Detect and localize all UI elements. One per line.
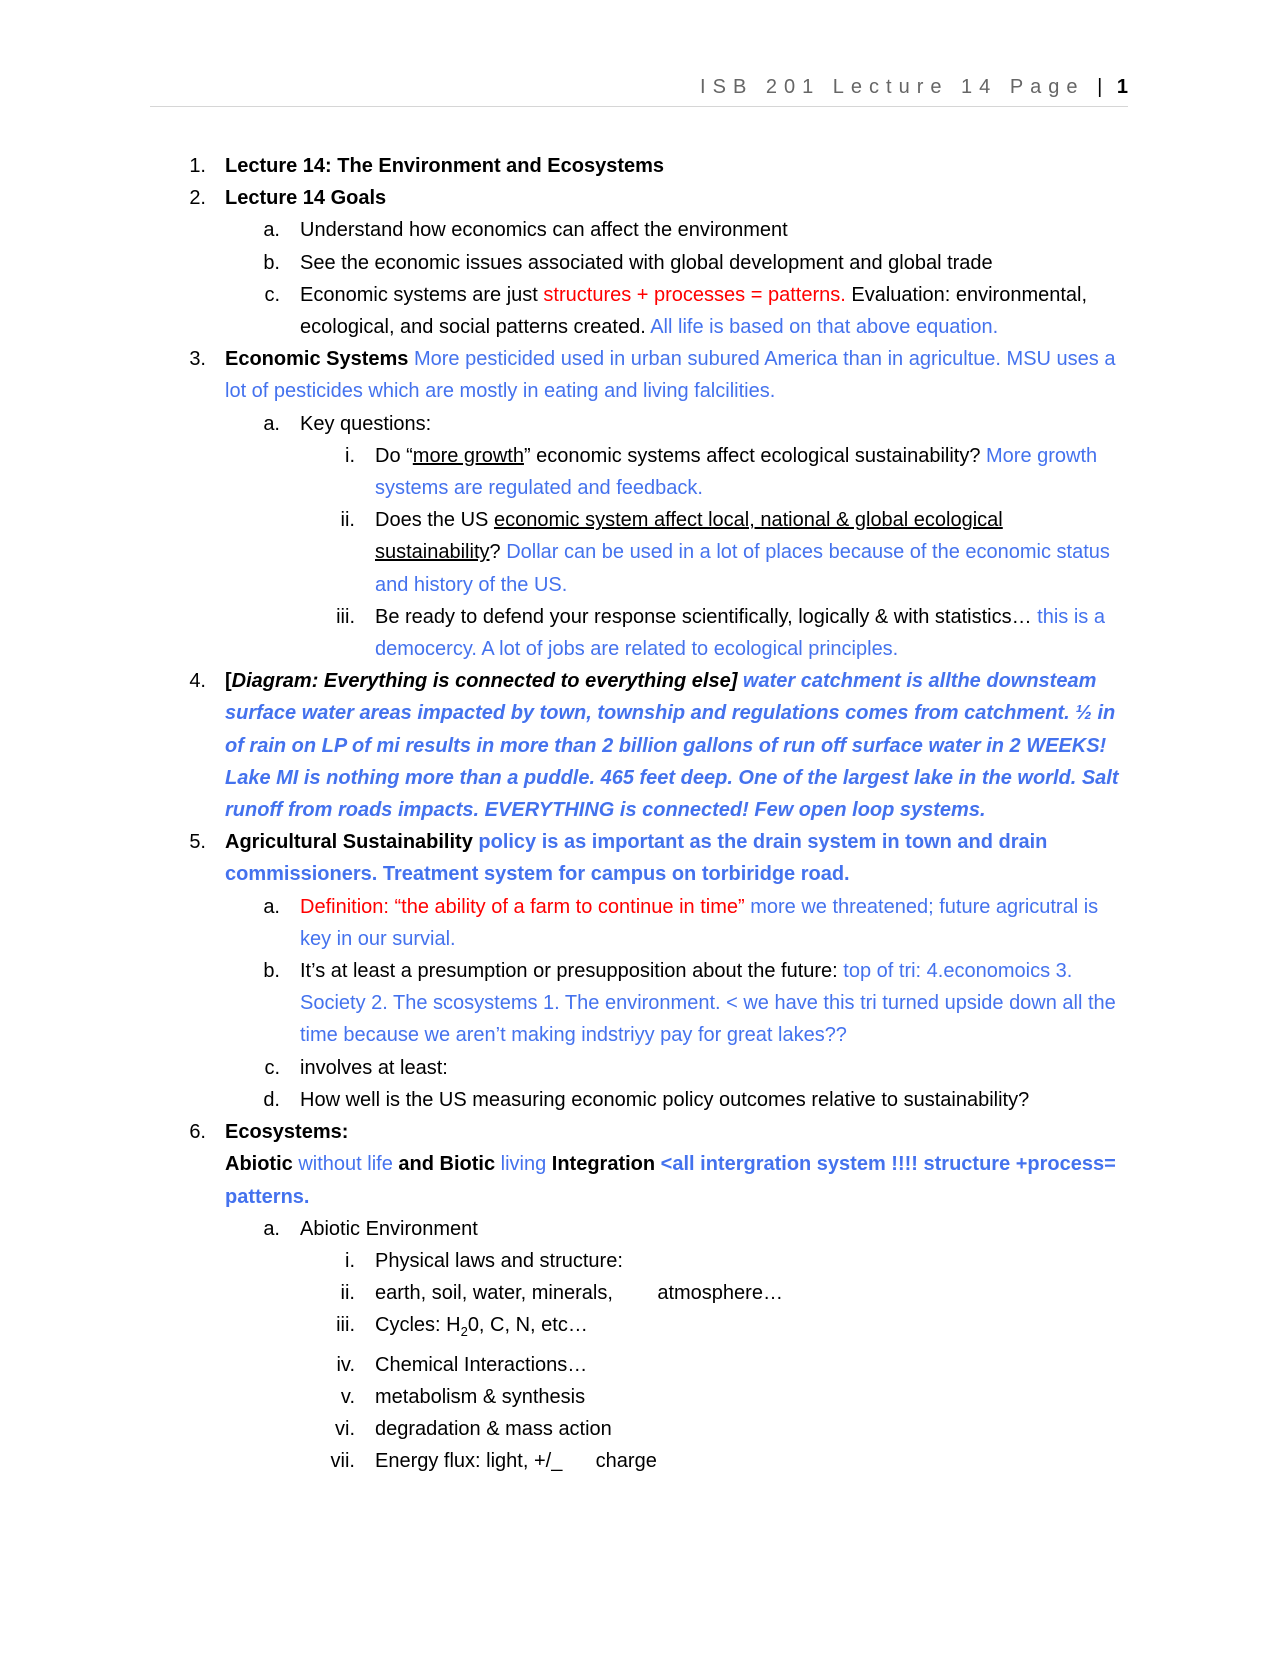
list-letter: b. [263,251,280,274]
list-roman: i. [345,444,355,467]
header-title: ISB 201 Lecture 14 Page [700,76,1085,98]
list-item-3 [0,343,1280,407]
list-item-5c [0,1052,1280,1084]
list-text: Key questions: [300,412,432,435]
underlined-text: economic system affect local, national & global ecological sustainability [375,509,1003,564]
list-item-6a-vii [0,1445,1280,1477]
blue-note: living [495,1153,547,1176]
text-run: Does the US [375,509,494,532]
list-item-2 [0,182,1280,214]
list-heading: Economic Systems [225,348,409,371]
list-text [225,1148,1129,1212]
list-text [375,440,1130,504]
list-roman: ii. [340,509,355,532]
blue-note: without life [292,1153,393,1176]
document-body [0,150,1280,1477]
list-roman: iii. [336,605,355,628]
text-run: Be ready to defend your response scientifically, logically & with statistics… [375,605,1038,628]
list-letter: a. [263,219,280,242]
blue-note: this is a democercy. A lot of jobs are related to ecological principles. [375,605,1105,661]
list-text [375,601,1130,665]
list-item-6-continuation [0,1148,1280,1212]
blue-note: Dollar can be used in a lot of places because of the economic status and history of the US. [375,541,1110,596]
list-text [225,826,1129,890]
page-number: 1 [1116,76,1128,98]
header-separator: | [1097,76,1105,98]
list-roman: v. [340,1385,355,1408]
list-text: See the economic issues associated with global development and global trade [300,251,993,274]
text-run: Economic systems are just [300,283,544,306]
list-item-1 [0,150,1280,182]
list-letter: b. [263,960,280,983]
list-item-6 [0,1116,1280,1148]
subscript: 2 [460,1324,468,1340]
text-run: ? [489,541,507,564]
list-text [300,891,1130,955]
list-text [225,343,1129,407]
list-item-6a-ii [0,1277,1280,1309]
list-text [375,1309,1130,1348]
blue-note: policy is as important as the drain system in town and drain commissioners. Treatment system for campus on torbiridge road. [225,831,1048,886]
red-note: structures + processes = patterns. [543,283,846,306]
list-number: 1. [189,155,206,177]
text-run: ” economic systems affect ecological sustainability? [523,444,987,467]
list-text [300,279,1130,343]
list-item-4 [0,665,1280,826]
list-letter: c. [264,1056,280,1079]
blue-note: More growth systems are regulated and feedback. [375,444,1098,500]
list-item-2a [0,214,1280,246]
red-note: Definition: “the ability of a farm to continue in time” [300,895,745,918]
text-run: Do “ [375,444,413,467]
list-heading: Ecosystems: [225,1121,349,1144]
list-item-5d [0,1084,1280,1116]
list-item-2c [0,279,1280,343]
list-roman: ii. [340,1282,355,1305]
blue-note: more we threatened; future agricutral is key in our survial. [300,895,1099,950]
list-number: 5. [189,831,206,854]
list-item-6a-iii [0,1309,1280,1348]
list-text [300,955,1130,1052]
list-number: 2. [189,187,206,210]
list-text: Abiotic Environment [300,1217,478,1240]
list-roman: iii. [336,1314,355,1337]
list-text: degradation & mass action [375,1417,612,1440]
bracket-open: [ [225,670,232,693]
list-text: Understand how economics can affect the environment [300,219,788,242]
list-item-6a-vi [0,1413,1280,1445]
text-run: and Biotic [392,1153,496,1176]
list-item-6a [0,1213,1280,1245]
list-text: How well is the US measuring economic policy outcomes relative to sustainability? [300,1088,1030,1111]
list-item-5a [0,891,1280,955]
list-item-6a-i [0,1245,1280,1277]
list-item-6a-iv [0,1349,1280,1381]
list-text: Energy flux: light, +/_ charge [375,1450,657,1473]
list-text: earth, soil, water, minerals, atmosphere… [375,1282,783,1305]
text-run: 0, C, N, etc… [467,1314,588,1337]
blue-note: top of tri: 4.economoics 3. Society 2. The scosystems 1. The environment. < we have this tri turned upside down all the time because we aren’t making indstriyy pay for great lakes?? [300,960,1116,1047]
list-text [225,665,1129,826]
blue-note: More pesticided used in urban subured America than in agricultue. MSU uses a lot of pesticides which are mostly in eating and living falcilities. [225,348,1116,403]
list-item-3a-i [0,440,1280,504]
list-item-5 [0,826,1280,890]
list-item-2b [0,247,1280,279]
text-run: It’s at least a presumption or presupposition about the future: [300,960,844,983]
list-item-3a-iii [0,601,1280,665]
list-text: metabolism & synthesis [375,1385,586,1408]
list-item-6a-v [0,1381,1280,1413]
list-text: Physical laws and structure: [375,1249,623,1272]
list-text: involves at least: [300,1056,448,1079]
list-item-5b [0,955,1280,1052]
blue-note: <all intergration system !!!! structure +process= patterns. [225,1153,1116,1208]
list-text: Chemical Interactions… [375,1353,588,1376]
underlined-text: more growth [412,444,524,467]
list-letter: a. [263,1217,280,1240]
list-heading: Agricultural Sustainability [225,831,473,854]
list-roman: i. [345,1249,355,1272]
text-run: Integration [546,1153,656,1176]
list-roman: iv. [336,1353,355,1376]
list-letter: a. [263,412,280,435]
list-roman: vii. [330,1450,355,1473]
list-number: 4. [189,670,206,693]
list-text [375,504,1130,601]
list-heading: Lecture 14: The Environment and Ecosystems [225,155,665,177]
list-roman: vi. [335,1417,355,1440]
list-letter: a. [263,895,280,918]
page-header [150,76,1128,107]
list-number: 3. [189,348,206,371]
text-run: Abiotic [225,1153,293,1176]
blue-note: All life is based on that above equation. [650,316,999,339]
list-letter: d. [263,1088,280,1111]
list-number: 6. [189,1121,206,1144]
list-item-3a [0,408,1280,440]
list-item-3a-ii [0,504,1280,601]
blue-note: water catchment is allthe downsteam surface water areas impacted by town, township and regulations comes from catchment. ½ in of rain on LP of mi results in more than 2 billion gallons of run off surface water in 2 WEEKS! Lake MI is nothing more than a puddle. 465 feet deep. One of the largest lake in the world. Salt runoff from roads impacts. EVERYTHING is connected! Few open loop systems. [225,670,1119,822]
list-letter: c. [264,283,280,306]
list-heading: Lecture 14 Goals [225,187,387,210]
text-run: Evaluation: environmental, ecological, and social patterns created. [300,283,1088,339]
text-run: Cycles: H [375,1314,461,1337]
diagram-label: Diagram: Everything is connected to everything else] [231,670,738,693]
